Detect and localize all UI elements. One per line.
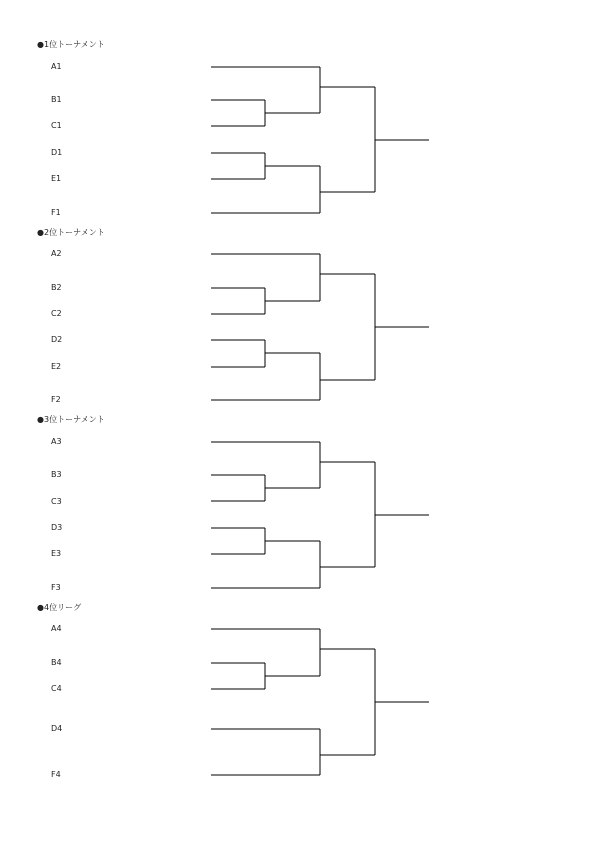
entry-label: C3 [51, 497, 62, 506]
entry-label: D2 [51, 335, 63, 344]
entry-label: A4 [51, 624, 62, 633]
entry-label: A1 [51, 62, 62, 71]
entry-label: F1 [51, 208, 61, 217]
entry-label: C4 [51, 684, 62, 693]
entry-label: C1 [51, 121, 62, 130]
section-title-3: ●3位トーナメント [37, 415, 105, 424]
bracket-section-4 [211, 629, 429, 775]
entry-label: F3 [51, 583, 61, 592]
section-title-4: ●4位リーグ [37, 603, 82, 612]
bracket-section-2 [211, 254, 429, 400]
bracket-section-1 [211, 67, 429, 213]
entry-label: B1 [51, 95, 62, 104]
bracket-section-3 [211, 442, 429, 588]
entry-label: A2 [51, 249, 62, 258]
entry-label: C2 [51, 309, 62, 318]
entry-label: B2 [51, 283, 62, 292]
entry-label: E2 [51, 362, 62, 371]
entry-label: D1 [51, 148, 63, 157]
entry-label: F2 [51, 395, 61, 404]
entry-label: B4 [51, 658, 62, 667]
entry-label: F4 [51, 770, 61, 779]
entry-label: A3 [51, 437, 62, 446]
entry-label: D3 [51, 523, 63, 532]
entry-label: D4 [51, 724, 63, 733]
entry-label: E1 [51, 174, 62, 183]
section-title-2: ●2位トーナメント [37, 228, 105, 237]
entry-label: E3 [51, 549, 62, 558]
section-title-1: ●1位トーナメント [37, 40, 105, 49]
entry-label: B3 [51, 470, 62, 479]
